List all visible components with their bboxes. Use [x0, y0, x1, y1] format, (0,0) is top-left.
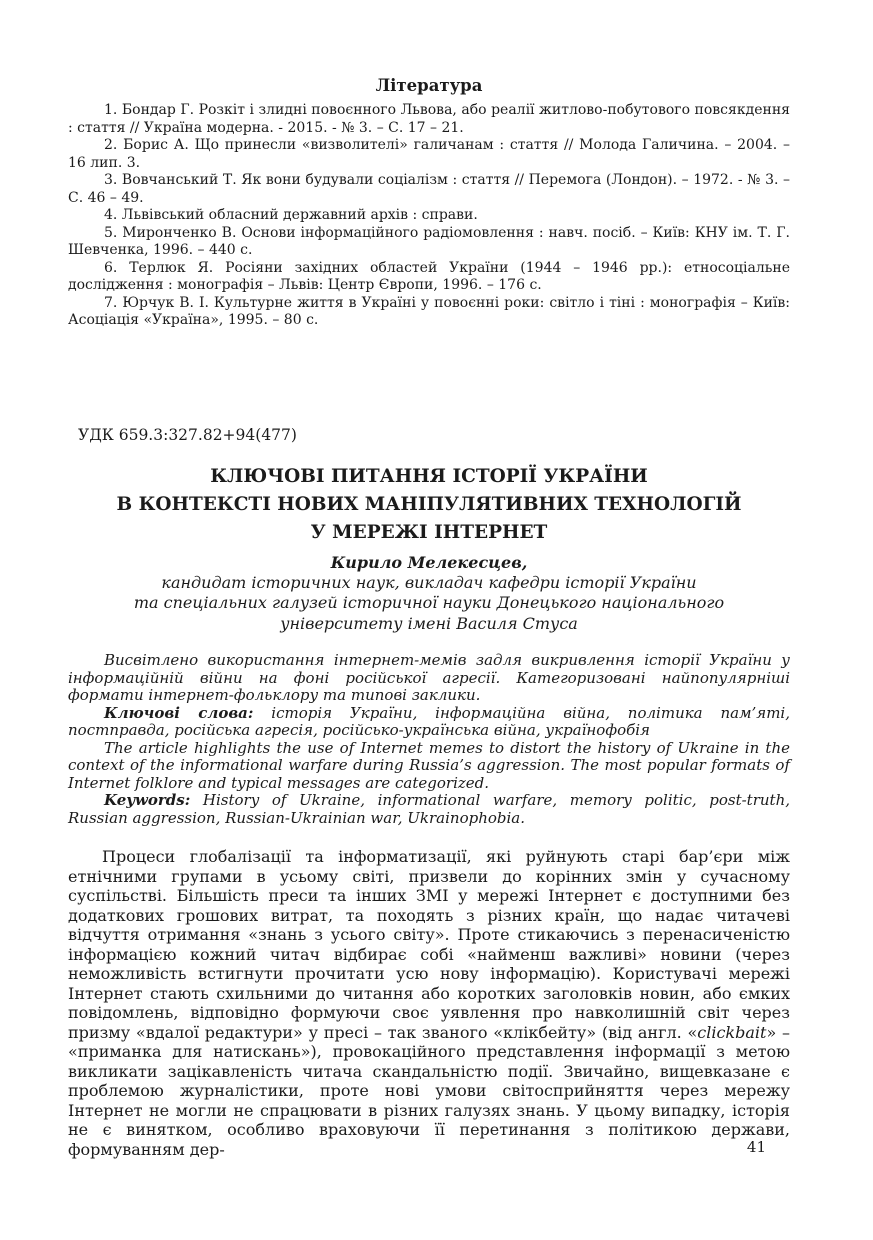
keywords-en-text: History of Ukraine, informational warfare, memory politic, post-truth, Russian aggression, Russian-Ukrainian war, Ukrainophobia.	[68, 791, 790, 827]
keywords-english	[68, 792, 790, 827]
article-title-line: КЛЮЧОВІ ПИТАННЯ ІСТОРІЇ УКРАЇНИ	[210, 465, 648, 487]
literature-item: 7. Юрчук В. І. Культурне життя в Україні у повоєнні роки: світло і тіні : монографія – Київ: Асоціація «Україна», 1995. – 80 с.	[68, 294, 790, 328]
body-paragraph	[68, 847, 790, 1159]
udk-code: УДК 659.3:327.82+94(477)	[78, 425, 297, 444]
keywords-ua-label: Ключові слова:	[104, 703, 254, 722]
affiliation-line: університету імені Василя Стуса	[280, 613, 578, 633]
literature-heading: Література	[375, 76, 483, 95]
article-author: Кирило Мелекесцев,	[330, 552, 528, 572]
article-affiliation	[68, 573, 790, 635]
keywords-ua-text: історія України, інформаційна війна, політика пам’яті, постправда, російська агресія, російсько-українська війна, українофобія	[68, 703, 790, 739]
body-text-after: » – «приманка для натискань»), провокаційного представлення інформації з метою викликати зацікавленість читача скандальністю події. Звичайно, вищевказане є проблемою журналістики, проте нові умови світосприйняття через мережу Інтернет не могли не спрацювати в різних галузях знань. У цьому випадку, історія не є винятком, особливо враховуючи її перетинання з політикою держави, формуванням дер-	[68, 1022, 791, 1159]
article-title-line: У МЕРЕЖІ ІНТЕРНЕТ	[310, 521, 548, 543]
affiliation-line: кандидат історичних наук, викладач кафедри історії України	[161, 572, 697, 592]
literature-item: 5. Миронченко В. Основи інформаційного радіомовлення : навч. посіб. – Київ: КНУ ім. Т. Г. Шевченка, 1996. – 440 с.	[68, 224, 790, 258]
body-text-clickbait-italic: clickbait	[697, 1022, 767, 1042]
article-title-line: В КОНТЕКСТІ НОВИХ МАНІПУЛЯТИВНИХ ТЕХНОЛОГІЙ	[116, 493, 742, 515]
keywords-ukrainian	[68, 705, 790, 740]
body-text-before: Процеси глобалізації та інформатизації, які руйнують старі бар’єри між етнічними групами в усьому світі, призвели до корінних змін у сучасному суспільстві. Більшість преси та інших ЗМІ у мережі Інтернет є доступними без додаткових грошових витрат, та походять з різних країн, що надає читачеві відчуття отримання «знань з усього світу». Проте стикаючись з перенасиченістю інформацією кожний читач відбирає собі «найменш важливі» новини (через неможливість встигнути прочитати усю нову інформацію). Користувачі мережі Інтернет стають схильними до читання або коротких заголовків новин, або ємких повідомлень, відповідно формуючи своє уявлення про навколишній світ через призму «вдалої редактури» у пресі – так званого «клікбейту» (від англ. «	[68, 847, 790, 1042]
abstract-ukrainian: Висвітлено використання інтернет-мемів задля викривлення історії України у інформаційній війни на фоні російської агресії. Категоризовані найпопулярніші формати інтернет-фольклору та типові заклики.	[68, 651, 790, 704]
abstract-english: The article highlights the use of Internet memes to distort the history of Ukraine in the context of the informational warfare during Russia’s aggression. The most popular formats of Internet folklore and typical messages are categorized.	[68, 738, 790, 792]
keywords-en-label: Keywords:	[104, 791, 191, 809]
page-number: 41	[746, 1138, 766, 1156]
literature-item: 1. Бондар Г. Розкіт і злидні повоєнного Львова, або реалії житлово-побутового повсякдення : стаття // Україна модерна. - 2015. - № 3. – С. 17 – 21.	[68, 102, 790, 136]
literature-item: 2. Борис А. Що принесли «визволителі» галичанам : стаття // Молода Галичина. – 2004. – 16 лип. 3.	[68, 137, 790, 171]
literature-item: 3. Вовчанський Т. Як вони будували соціалізм : стаття // Перемога (Лондон). – 1972. - № 3. – С. 46 – 49.	[68, 172, 790, 206]
article-title	[68, 463, 790, 547]
literature-list	[68, 102, 790, 330]
affiliation-line: та спеціальних галузей історичної науки Донецького національного	[133, 593, 725, 612]
page-content	[68, 0, 790, 1159]
literature-item: 4. Львівський обласний державний архів : справи.	[104, 207, 478, 223]
literature-item: 6. Терлюк Я. Росіяни західних областей України (1944 – 1946 рр.): етносоціальне дослідження : монографія – Львів: Центр Європи, 1996. – 176 с.	[68, 259, 790, 293]
